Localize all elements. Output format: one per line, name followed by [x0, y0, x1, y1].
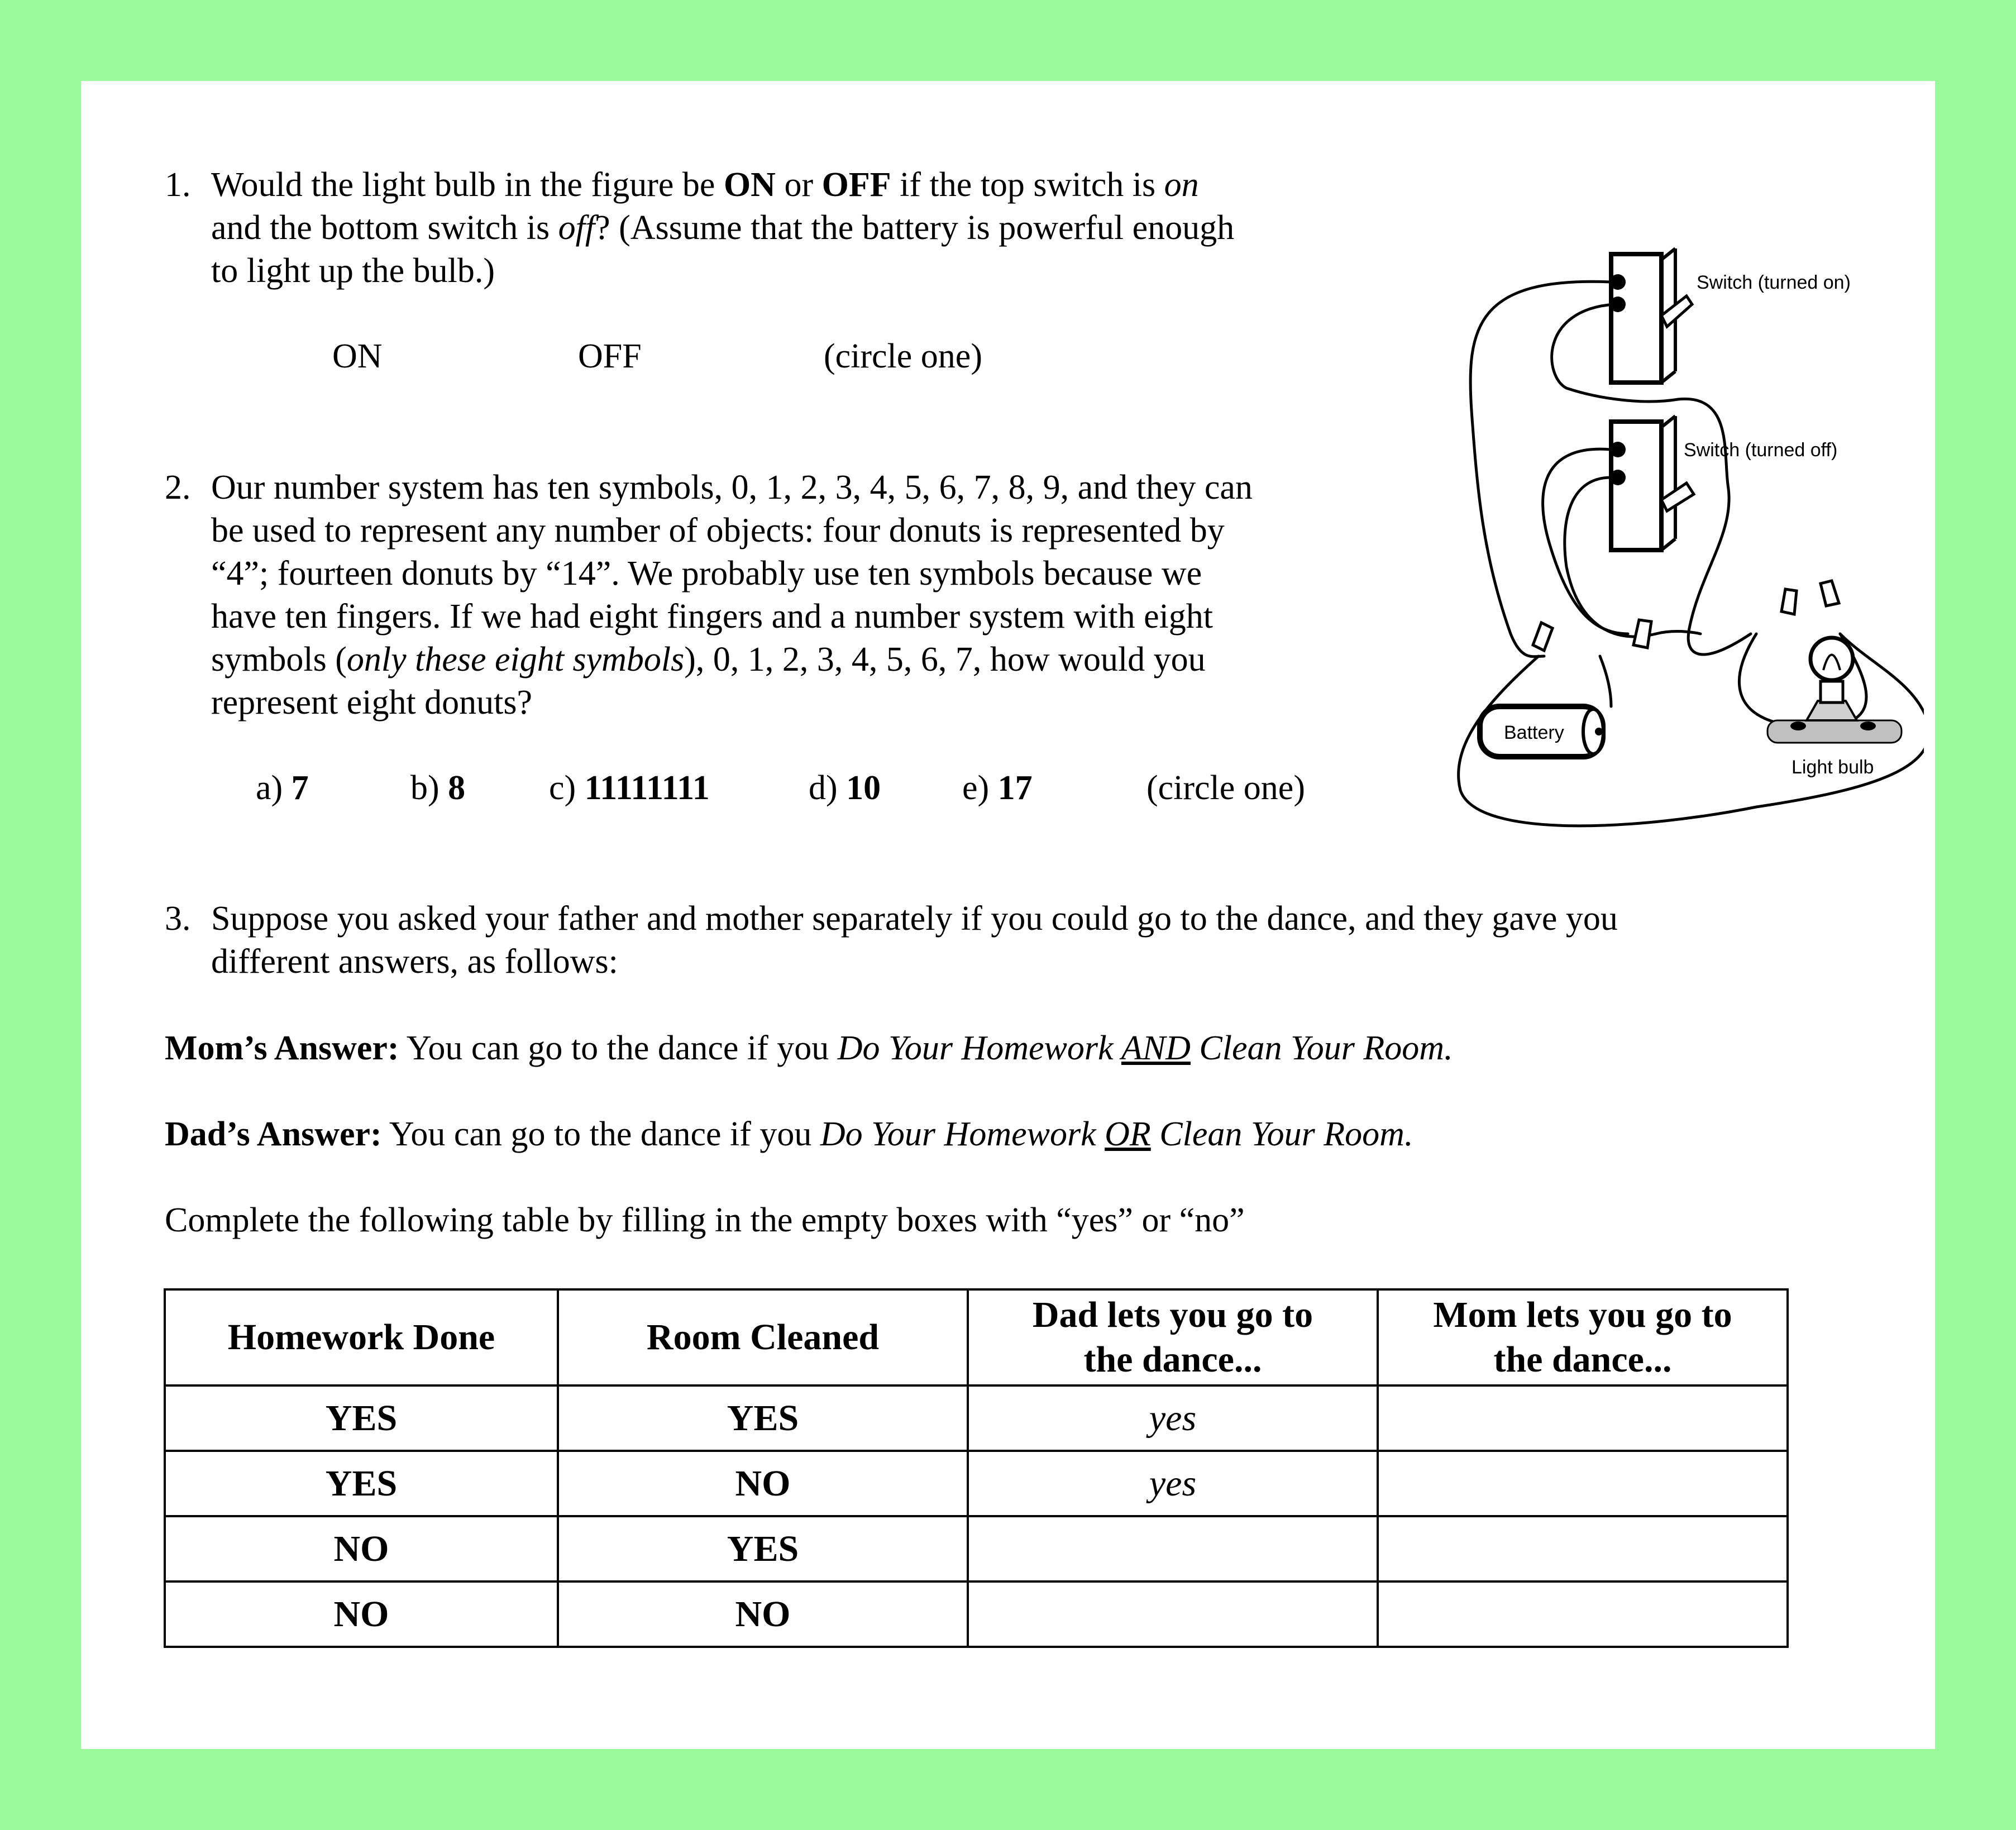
q2-line5: symbols (only these eight symbols), 0, 1, 2, 3, 4, 5, 6, 7, how would you — [211, 641, 1206, 679]
wire — [1656, 632, 1700, 634]
homework-cell: YES — [165, 1451, 558, 1516]
q1-line1: Would the light bulb in the figure be ON or OFF if the top switch is on — [211, 166, 1199, 204]
dad-answer-cell[interactable]: yes — [968, 1385, 1378, 1451]
table-row — [165, 1451, 1788, 1516]
dad-answer-cell[interactable]: yes — [968, 1451, 1378, 1516]
mom-answer: Mom’s Answer: You can go to the dance if you Do Your Homework AND Clean Your Room. — [165, 1029, 1453, 1067]
room-cell: YES — [558, 1385, 968, 1451]
header-mom: Mom lets you go to the dance... — [1378, 1289, 1788, 1385]
wire — [1600, 656, 1611, 706]
q2-option-d[interactable]: d) 10 — [809, 769, 881, 807]
q2-line2: be used to represent any number of objects: four donuts is represented by — [211, 512, 1225, 550]
room-cell: NO — [558, 1451, 968, 1516]
circuit-figure — [1365, 142, 1924, 835]
mom-answer-cell[interactable] — [1378, 1451, 1788, 1516]
q2-line3: “4”; fourteen donuts by “14”. We probably use ten symbols because we — [211, 555, 1202, 593]
mom-answer-cell[interactable] — [1378, 1385, 1788, 1451]
q2-option-a[interactable]: a) 7 — [256, 769, 309, 807]
table-row — [165, 1385, 1788, 1451]
homework-cell: NO — [165, 1581, 558, 1647]
top-switch-label: Switch (turned on) — [1697, 272, 1851, 293]
q1-option-off[interactable]: OFF — [578, 337, 642, 375]
wire — [1470, 281, 1611, 657]
dad-answer-cell[interactable] — [968, 1581, 1378, 1647]
mom-answer-cell[interactable] — [1378, 1516, 1788, 1581]
bottom-switch-icon — [1610, 416, 1694, 550]
answer-table — [164, 1288, 1789, 1648]
light-bulb-label: Light bulb — [1792, 757, 1874, 778]
header-room: Room Cleaned — [558, 1289, 968, 1385]
top-switch-icon — [1610, 249, 1692, 383]
table-row — [165, 1581, 1788, 1647]
q1-option-on[interactable]: ON — [332, 337, 383, 375]
light-bulb-icon — [1767, 638, 1902, 743]
worksheet-page — [81, 81, 1935, 1749]
mom-answer-cell[interactable] — [1378, 1581, 1788, 1647]
homework-cell: NO — [165, 1516, 558, 1581]
header-dad: Dad lets you go to the dance... — [968, 1289, 1378, 1385]
header-homework: Homework Done — [165, 1289, 558, 1385]
table-header-row — [165, 1289, 1788, 1385]
q2-option-e[interactable]: e) 17 — [962, 769, 1033, 807]
wire-connectors — [1533, 581, 1839, 651]
q2-instruction: (circle one) — [1146, 769, 1305, 807]
q1-instruction: (circle one) — [824, 337, 982, 375]
wire — [1678, 399, 1751, 654]
q2-option-b[interactable]: b) 8 — [410, 769, 466, 807]
q3-line2: different answers, as follows: — [211, 943, 618, 981]
room-cell: NO — [558, 1581, 968, 1647]
q2-line6: represent eight donuts? — [211, 684, 533, 722]
q3-number: 3. — [165, 900, 191, 938]
wire — [1739, 634, 1801, 723]
homework-cell: YES — [165, 1385, 558, 1451]
q2-line1: Our number system has ten symbols, 0, 1, 2, 3, 4, 5, 6, 7, 8, 9, and they can — [211, 469, 1253, 507]
table-instruction: Complete the following table by filling in the empty boxes with “yes” or “no” — [165, 1201, 1245, 1239]
q1-line3: to light up the bulb.) — [211, 252, 495, 290]
q1-line2: and the bottom switch is off? (Assume that the battery is powerful enough — [211, 209, 1235, 247]
q3-line1: Suppose you asked your father and mother separately if you could go to the dance, and they gave you — [211, 900, 1618, 938]
dad-answer-cell[interactable] — [968, 1516, 1378, 1581]
q2-option-c[interactable]: c) 11111111 — [549, 769, 710, 807]
q1-number: 1. — [165, 166, 191, 204]
dad-answer: Dad’s Answer: You can go to the dance if you Do Your Homework OR Clean Your Room. — [165, 1115, 1413, 1153]
battery-label: Battery — [1504, 722, 1564, 743]
table-row — [165, 1516, 1788, 1581]
room-cell: YES — [558, 1516, 968, 1581]
q2-line4: have ten fingers. If we had eight fingers and a number system with eight — [211, 598, 1214, 636]
q2-number: 2. — [165, 469, 191, 507]
bottom-switch-label: Switch (turned off) — [1684, 439, 1838, 461]
